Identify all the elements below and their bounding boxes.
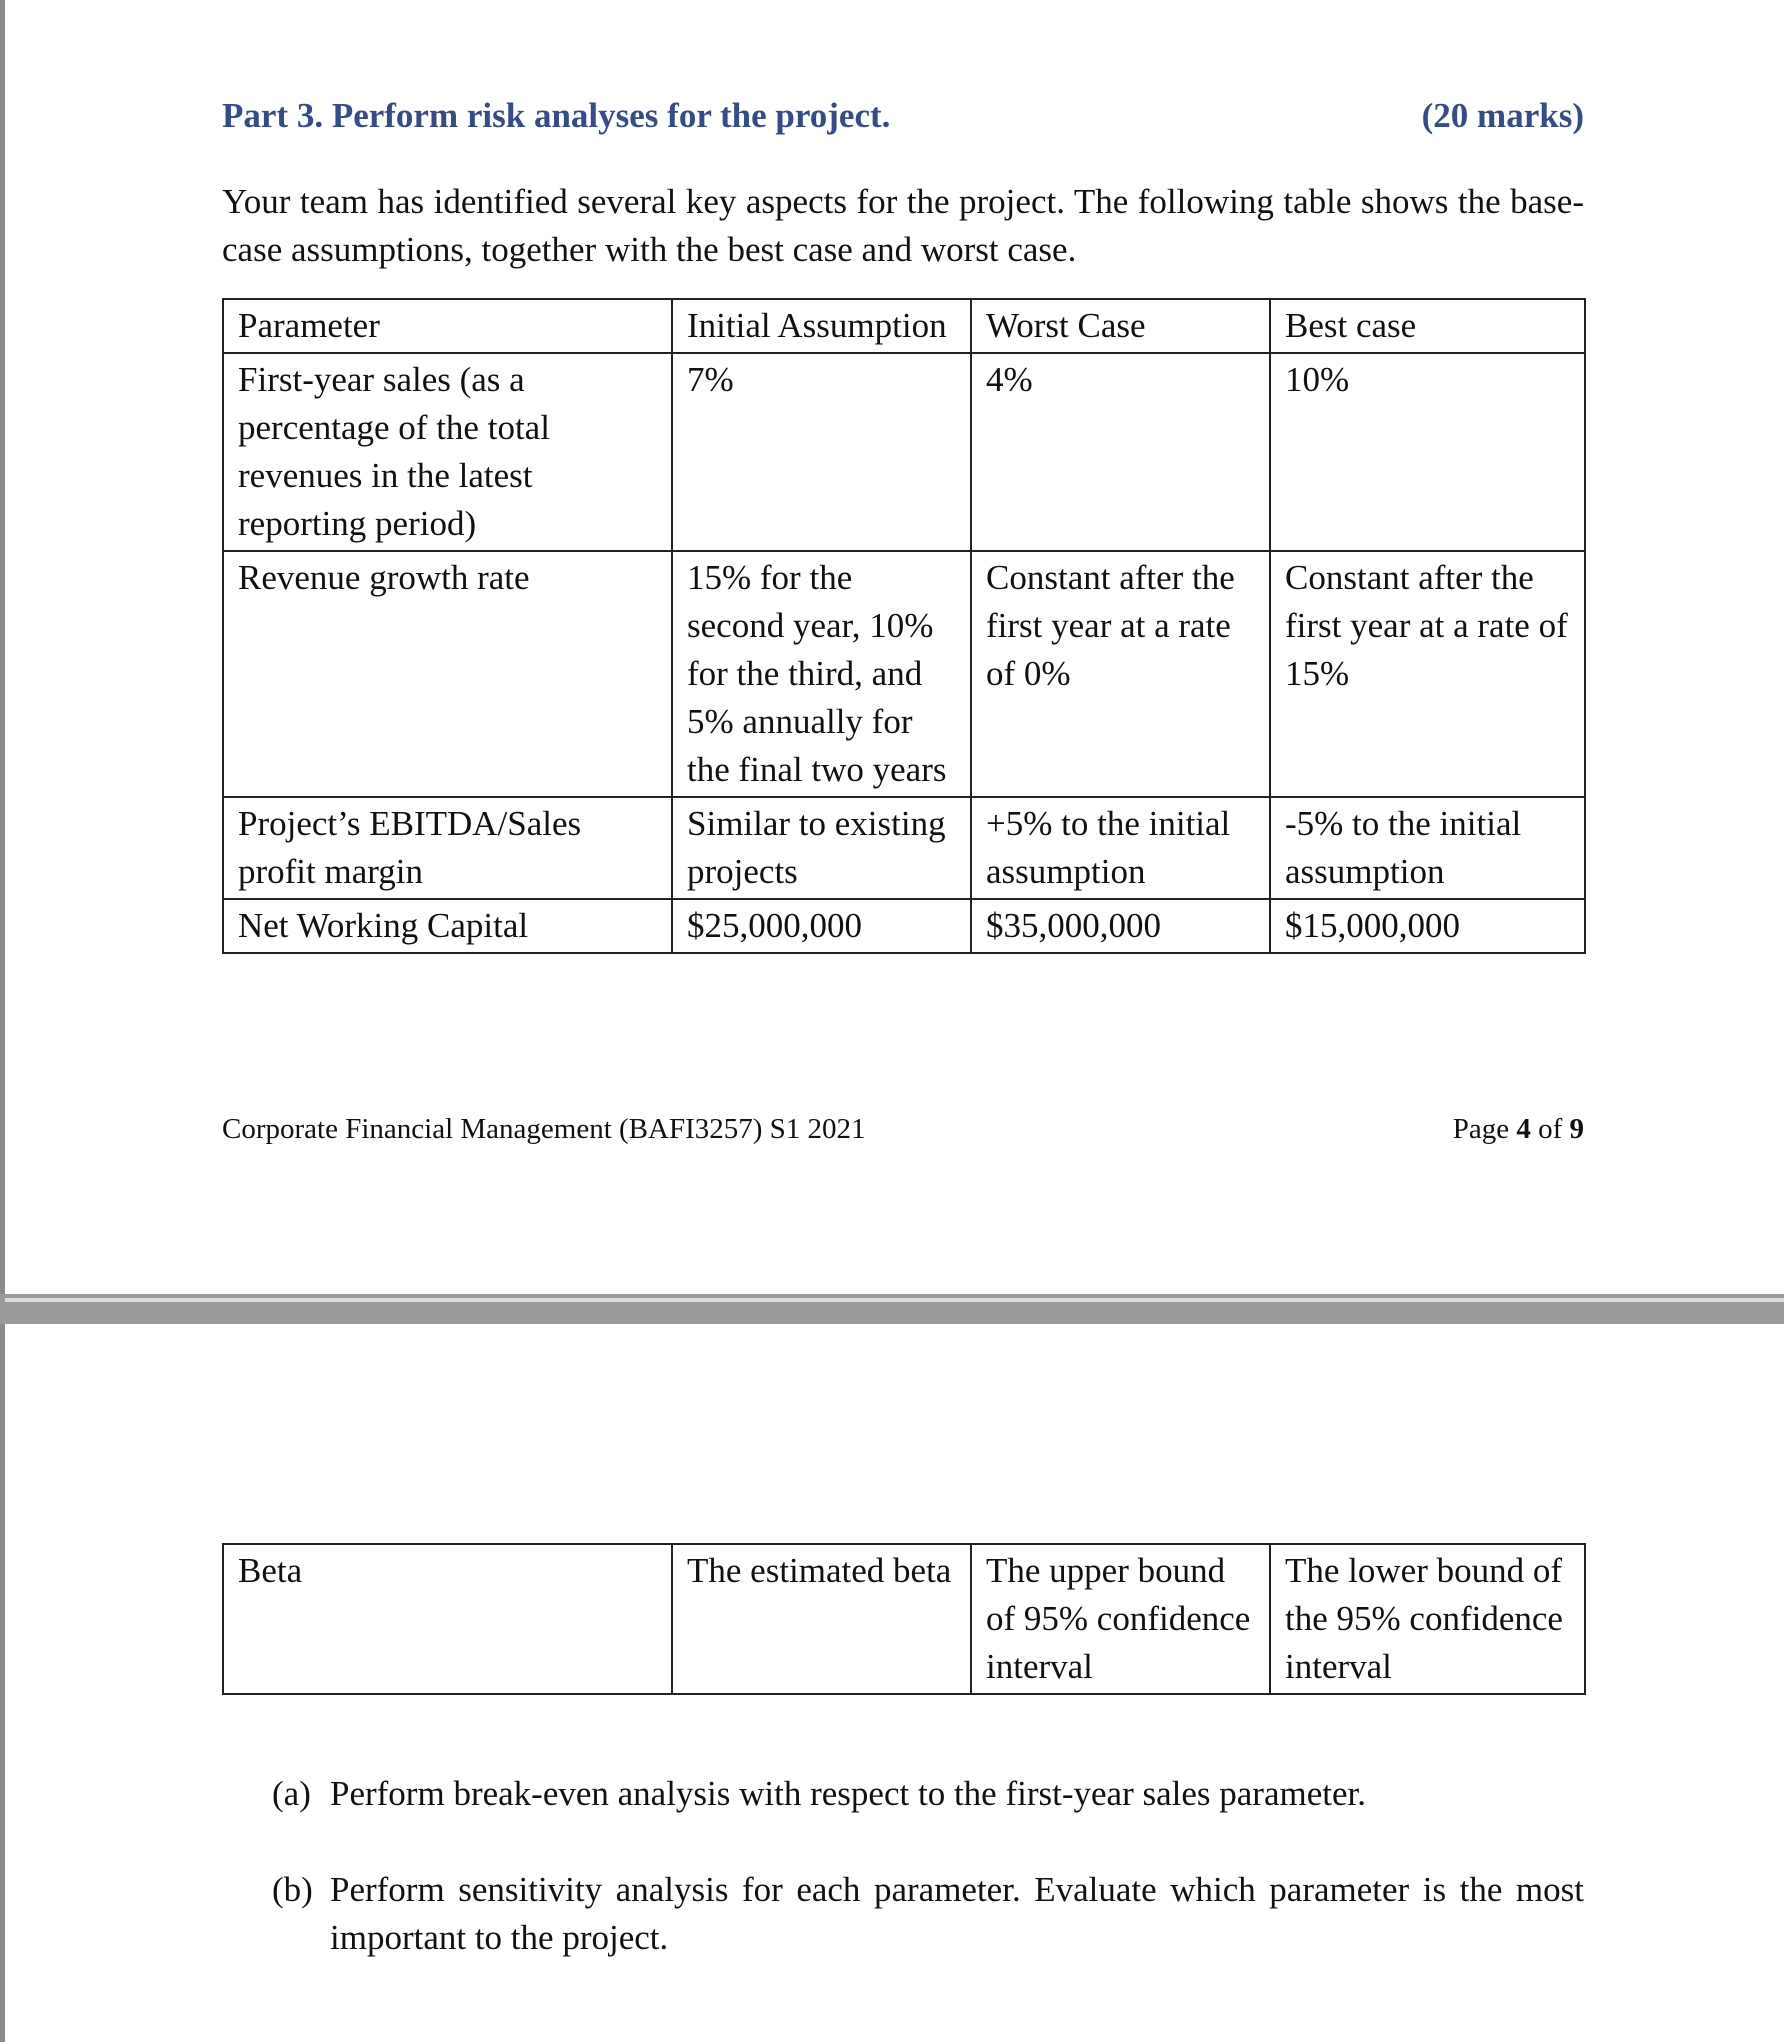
table-cell: The upper bound of 95% confidence interval xyxy=(971,1544,1270,1694)
question-text: Perform break-even analysis with respect to the first-year sales parameter. xyxy=(330,1774,1366,1813)
question-text: Perform sensitivity analysis for each parameter. Evaluate which parameter is the most important to the project. xyxy=(330,1870,1584,1957)
table-cell: Similar to existing projects xyxy=(672,797,971,899)
section-heading xyxy=(222,96,1584,136)
table-cell: $25,000,000 xyxy=(672,899,971,953)
table-cell: First-year sales (as a percentage of the total revenues in the latest reporting period) xyxy=(223,353,672,551)
page-total: 9 xyxy=(1569,1113,1584,1145)
table-cell: Constant after the first year at a rate of 15% xyxy=(1270,551,1585,797)
table-cell: Project’s EBITDA/Sales profit margin xyxy=(223,797,672,899)
table-header-row xyxy=(223,299,1585,353)
table-cell: Net Working Capital xyxy=(223,899,672,953)
table-row xyxy=(223,1544,1585,1694)
question-label: (a) xyxy=(272,1774,311,1813)
table-cell: +5% to the initial assumption xyxy=(971,797,1270,899)
table-cell: -5% to the initial assumption xyxy=(1270,797,1585,899)
section-marks: (20 marks) xyxy=(1421,96,1584,135)
header-worst-case: Worst Case xyxy=(971,299,1270,353)
table-cell: $35,000,000 xyxy=(971,899,1270,953)
header-parameter: Parameter xyxy=(223,299,672,353)
table-row xyxy=(223,551,1585,797)
table-cell: 7% xyxy=(672,353,971,551)
table-cell: $15,000,000 xyxy=(1270,899,1585,953)
assumptions-table-continued xyxy=(222,1543,1586,1695)
table-cell: The estimated beta xyxy=(672,1544,971,1694)
table-cell: Beta xyxy=(223,1544,672,1694)
table-row xyxy=(223,797,1585,899)
table-cell: Revenue growth rate xyxy=(223,551,672,797)
of-word: of xyxy=(1538,1113,1563,1145)
page-word: Page xyxy=(1452,1113,1510,1145)
viewer-left-edge xyxy=(0,0,5,2042)
table-cell: 10% xyxy=(1270,353,1585,551)
question-a xyxy=(272,1770,1584,1818)
page-indicator xyxy=(1453,1113,1584,1146)
assumptions-table xyxy=(222,298,1586,954)
course-name: Corporate Financial Management (BAFI3257) S1 2021 xyxy=(222,1113,866,1145)
table-cell: 15% for the second year, 10% for the third, and 5% annually for the final two years xyxy=(672,551,971,797)
section-title: Part 3. Perform risk analyses for the project. xyxy=(222,96,891,135)
header-best-case: Best case xyxy=(1270,299,1585,353)
intro-paragraph: Your team has identified several key aspects for the project. The following table shows the base-case assumptions, together with the best case and worst case. xyxy=(222,182,1584,269)
header-initial-assumption: Initial Assumption xyxy=(672,299,971,353)
table-cell: Constant after the first year at a rate of 0% xyxy=(971,551,1270,797)
question-label: (b) xyxy=(272,1870,313,1909)
table-cell: 4% xyxy=(971,353,1270,551)
page-footer xyxy=(222,1113,1584,1146)
page-separator-highlight xyxy=(5,1298,1784,1302)
page-number: 4 xyxy=(1516,1113,1531,1145)
table-row xyxy=(223,353,1585,551)
table-cell: The lower bound of the 95% confidence interval xyxy=(1270,1544,1585,1694)
table-row xyxy=(223,899,1585,953)
question-b xyxy=(272,1866,1584,1962)
